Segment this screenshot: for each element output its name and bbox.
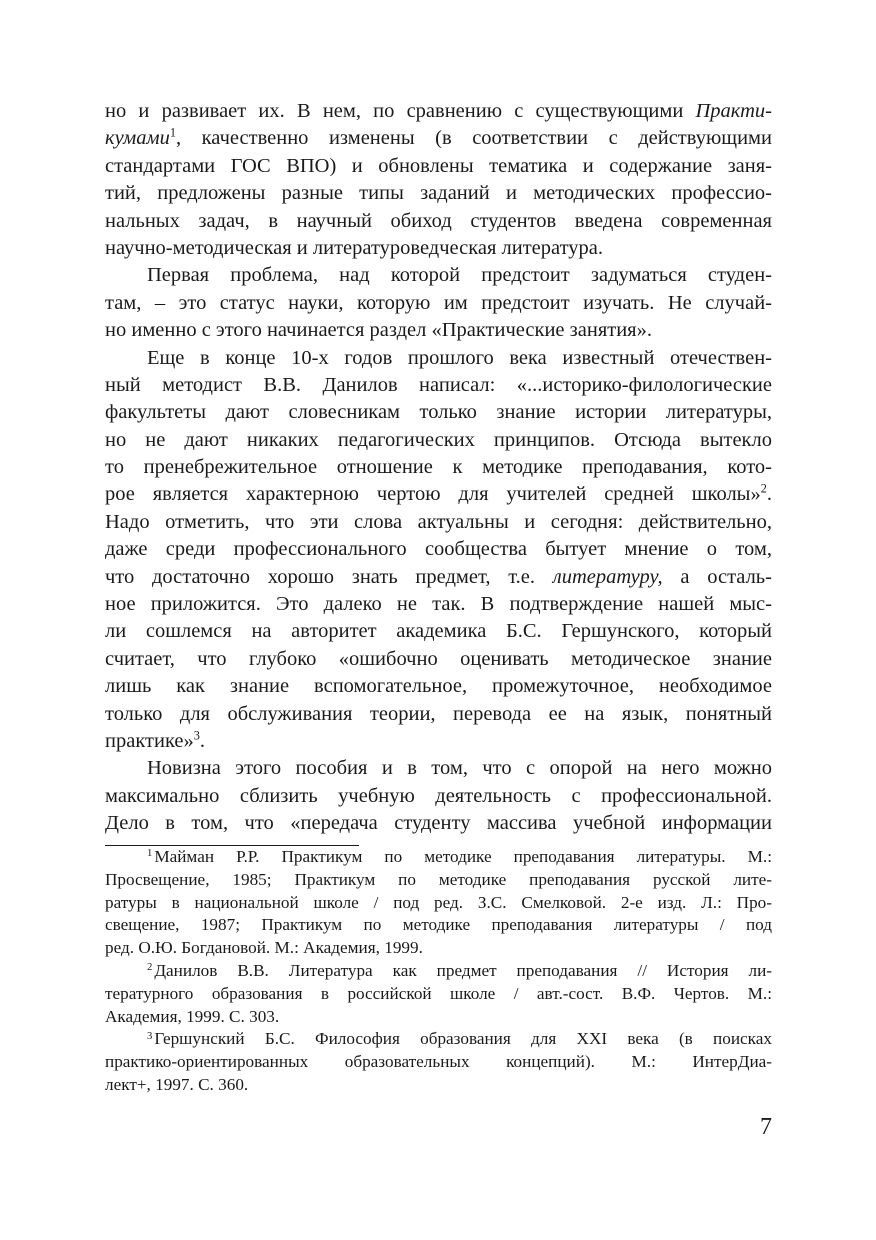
footnote-line: $^3$ Гершунский Б.С. Философия образования для XXI века (в поисках: [147, 1029, 772, 1049]
text-line: максимально сблизить учебную деятельность с профессиональной.: [105, 784, 772, 807]
footnote-mark: 2: [147, 962, 153, 974]
text-line: даже среди профессионального сообщества бытует мнение о том,: [105, 538, 772, 561]
text-line: стандартами ГОС ВПО) и обновлены тематика и содержание заня-: [105, 154, 772, 177]
text-line: лишь как знание вспомогательное, промежуточное, необходимое: [105, 675, 772, 698]
text-line: Еще в конце 10-х годов прошлого века известный отечествен-: [147, 346, 772, 369]
footnotes: [105, 846, 772, 1097]
footnote-line: тературного образования в российской школе / авт.-сост. В.Ф. Чертов. М.:: [105, 983, 772, 1003]
text-line: то пренебрежительное отношение к методике преподавания, кото-: [105, 456, 772, 479]
text-line: Надо отметить, что эти слова актуальны и сегодня: действительно,: [105, 510, 772, 533]
footnote-line: лект+, 1997. С. 360.: [105, 1074, 249, 1094]
footnote-line: ратуры в национальной школе / под ред. З.С. Смелковой. 2-е изд. Л.: Про-: [105, 892, 772, 912]
text-line: научно-методическая и литературоведческая литература.: [105, 236, 604, 259]
main-text: [105, 98, 772, 838]
text-line: но именно с этого начинается раздел «Практические занятия».: [105, 319, 652, 342]
text-line: Новизна этого пособия и в том, что с опорой на него можно: [147, 757, 772, 780]
text-line: но и развивает их. В нем, по сравнению с существующими Практи-: [105, 100, 772, 122]
footnote-mark: 3: [147, 1030, 153, 1042]
text-line: нальных задач, в научный обиход студентов введена современная: [105, 209, 772, 232]
footnote-line: ред. О.Ю. Богдановой. М.: Академия, 1999.: [105, 938, 423, 958]
text-line: считает, что глубоко «ошибочно оценивать методическое знание: [105, 647, 772, 670]
text-line: что достаточно хорошо знать предмет, т.е. литературу, а осталь-: [105, 565, 772, 588]
footnote-line: $^2$ Данилов В.В. Литература как предмет преподавания // История ли-: [147, 960, 772, 980]
footnote-line: свещение, 1987; Практикум по методике преподавания литературы / под: [105, 915, 772, 935]
text-line: только для обслуживания теории, перевода ее на язык, понятный: [105, 702, 772, 725]
footnote-ref: 3: [193, 728, 200, 743]
text-line: факультеты дают словесникам только знание истории литературы,: [105, 401, 772, 424]
footnote-line: $^1$ Майман Р.Р. Практикум по методике преподавания литературы. М.:: [147, 847, 772, 866]
text-line: рое является характерною чертою для учителей средней школы»$^2$.: [105, 482, 772, 506]
text-line: Дело в том, что «передача студенту массива учебной информации: [105, 812, 772, 835]
text-line: ный методист В.В. Данилов написал: «...историко-филологические: [105, 373, 772, 396]
text-line: кумами$^1$, качественно изменены (в соответствии с действующими: [105, 126, 772, 150]
text-line: ное приложится. Это далеко не так. В подтверждение нашей мыс-: [105, 593, 772, 616]
footnote-line: практико-ориентированных образовательных концепций). М.: ИнтерДиа-: [105, 1052, 772, 1072]
footnote-line: Просвещение, 1985; Практикум по методике преподавания русской лите-: [105, 869, 772, 889]
text-line: тий, предложены разные типы заданий и методических профессио-: [105, 182, 772, 205]
footnote-line: Академия, 1999. С. 303.: [105, 1006, 280, 1026]
footnote-ref: 1: [169, 126, 176, 141]
text-line: ли сошлемся на авторитет академика Б.С. Гершунского, который: [105, 620, 772, 643]
text-line: там, – это статус науки, которую им предстоит изучать. Не случай-: [105, 291, 772, 314]
footnote-ref: 2: [760, 482, 767, 497]
page-number: 7: [760, 1114, 772, 1140]
text-line: практике»$^3$.: [105, 728, 206, 752]
footnote-mark: 1: [147, 848, 153, 860]
text-line: Первая проблема, над которой предстоит задуматься студен-: [147, 264, 772, 287]
text-line: но не дают никаких педагогических принципов. Отсюда вытекло: [105, 428, 772, 451]
